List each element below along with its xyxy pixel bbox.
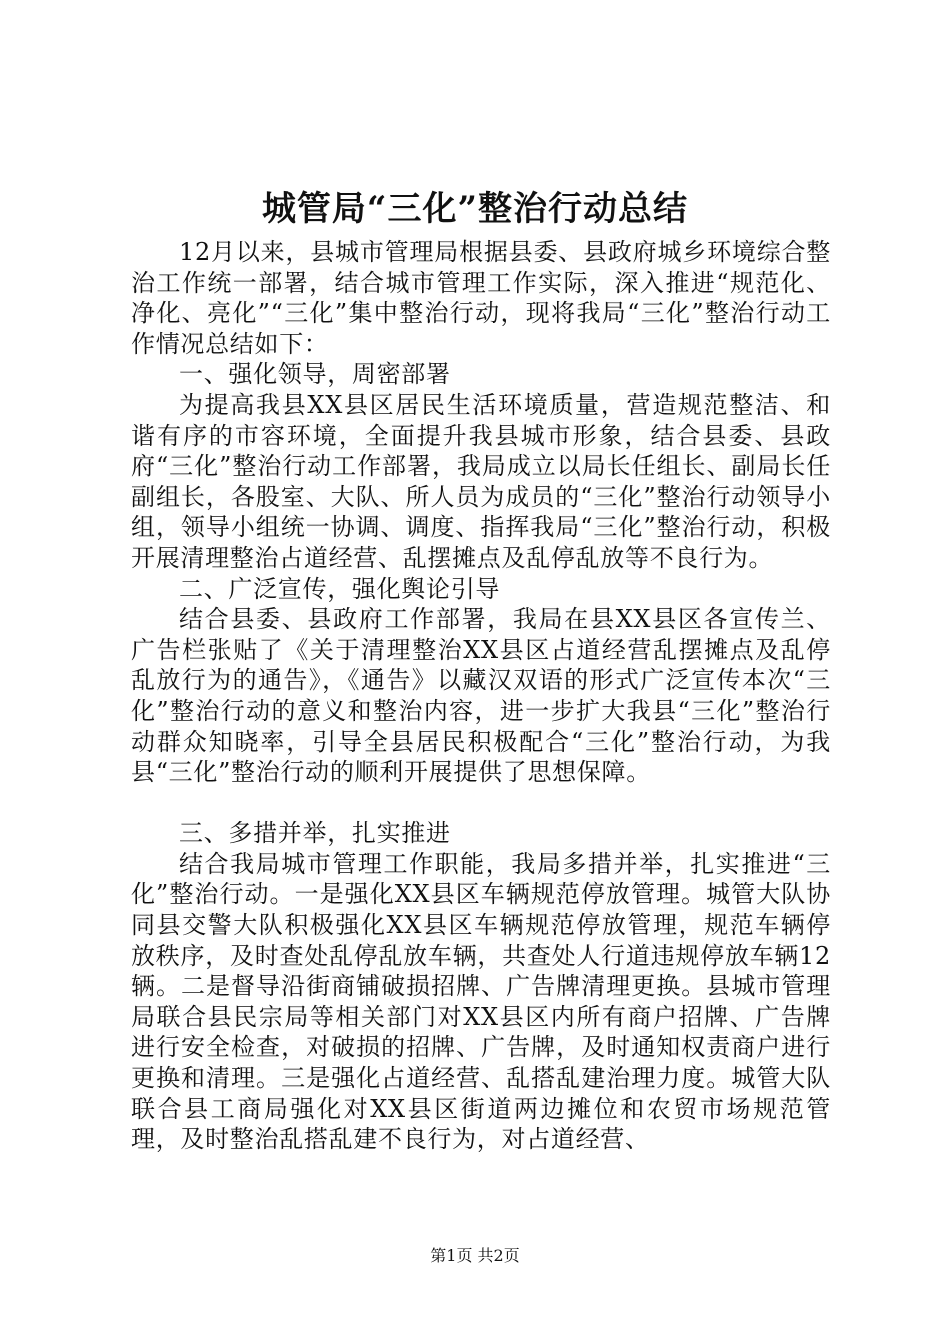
section-2-heading: 二、广泛宣传，强化舆论引导 bbox=[179, 574, 501, 603]
document-body bbox=[131, 237, 831, 1155]
page-footer: 第1页 共2页 bbox=[430, 1246, 520, 1265]
section-3-paragraph: 结合我局城市管理工作职能，我局多措并举，扎实推进“三化”整治行动。一是强化XX县区车辆规范停放管理。城管大队协同县交警大队积极强化XX县区车辆规范停放管理，规范车辆停放秩序，及时查处乱停乱放车辆，共查处人行道违规停放车辆12辆。二是督导沿街商铺破损招牌、广告牌清理更换。县城市管理局联合县民宗局等相关部门对XX县区内所有商户招牌、广告牌进行安全检查，对破损的招牌、广告牌，及时通知权责商户进行更换和清理。三是强化占道经营、乱搭乱建治理力度。城管大队联合县工商局强化对XX县区街道两边摊位和农贸市场规范管理，及时整治乱搭乱建不良行为，对占道经营、 bbox=[131, 849, 831, 1154]
section-3-heading: 三、多措并举，扎实推进 bbox=[179, 819, 451, 848]
section-1-heading: 一、强化领导，周密部署 bbox=[179, 360, 451, 389]
section-2-paragraph: 结合县委、县政府工作部署，我局在县XX县区各宣传兰、广告栏张贴了《关于清理整治XX县区占道经营乱摆摊点及乱停乱放行为的通告》，《通告》以藏汉双语的形式广泛宣传本次“三化”整治行动的意义和整治内容，进一步扩大我县“三化”整治行动群众知晓率，引导全县居民积极配合“三化”整治行动，为我县“三化”整治行动的顺利开展提供了思想保障。 bbox=[131, 605, 831, 787]
blank-line bbox=[131, 788, 831, 819]
document-title: 城管局“三化”整治行动总结 bbox=[261, 189, 689, 229]
intro-paragraph: 12月以来，县城市管理局根据县委、县政府城乡环境综合整治工作统一部署，结合城市管理工作实际，深入推进“规范化、净化、亮化”“三化”集中整治行动，现将我局“三化”整治行动工作情况总结如下： bbox=[131, 238, 831, 358]
section-1-paragraph: 为提高我县XX县区居民生活环境质量，营造规范整洁、和谐有序的市容环境，全面提升我县城市形象，结合县委、县政府“三化”整治行动工作部署，我局成立以局长任组长、副局长任副组长，各股室、大队、所人员为成员的“三化”整治行动领导小组，领导小组统一协调、调度、指挥我局“三化”整治行动，积极开展清理整治占道经营、乱摆摊点及乱停乱放等不良行为。 bbox=[131, 390, 831, 572]
